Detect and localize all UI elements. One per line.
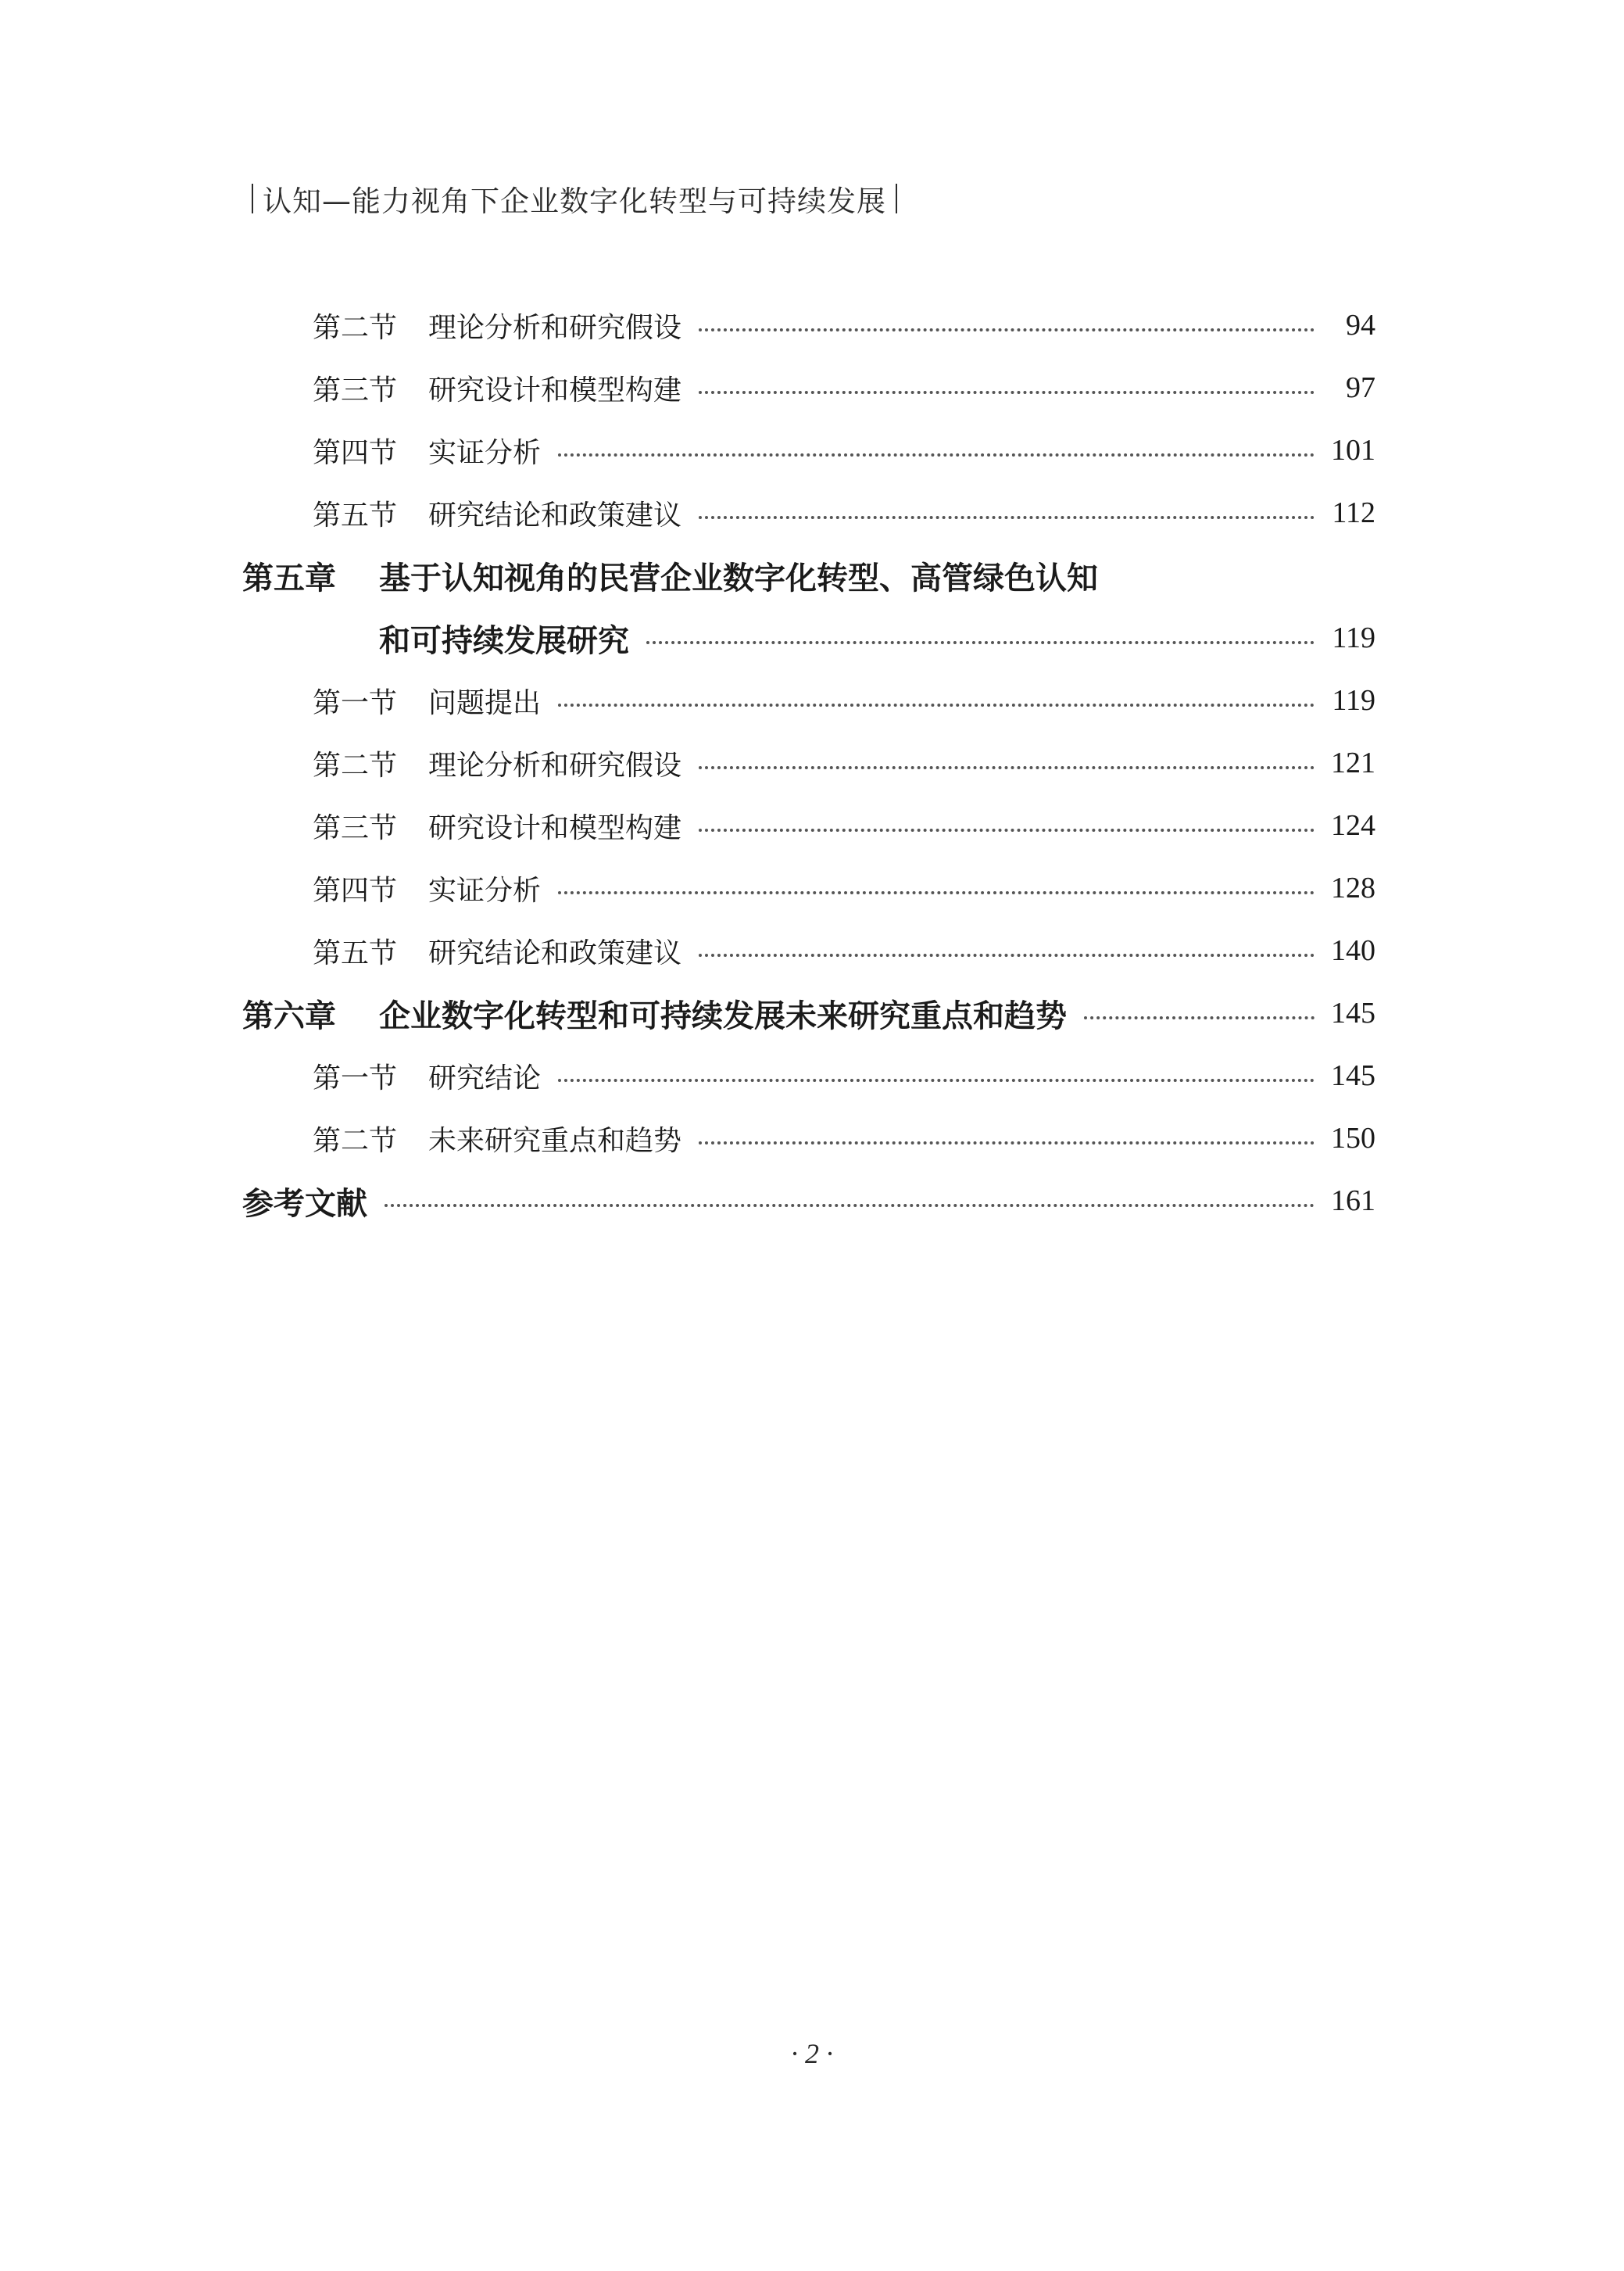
toc-entry-number: 第六章: [242, 997, 336, 1034]
toc-chapter-row[interactable]: [242, 1170, 1375, 1232]
toc-entry-title: 实证分析: [428, 436, 542, 469]
running-header: [252, 177, 897, 220]
dot-leader: [699, 391, 1315, 394]
toc-section-row[interactable]: [242, 857, 1375, 919]
toc-section-row[interactable]: [242, 482, 1375, 544]
header-right-bar: [896, 184, 897, 213]
toc-entry-title: 问题提出: [428, 686, 542, 719]
toc-entry-page: 97: [1346, 371, 1375, 404]
toc-section-row[interactable]: [242, 294, 1375, 356]
toc-entry-number: 第四节: [313, 874, 398, 907]
toc-entry-number: 第一节: [313, 1062, 398, 1094]
toc-entry-page: 145: [1331, 1059, 1375, 1092]
toc-entry-page: 128: [1331, 872, 1375, 904]
toc-chapter-row[interactable]: [242, 982, 1375, 1044]
dot-leader: [699, 328, 1315, 331]
toc-section-row[interactable]: [242, 669, 1375, 732]
toc-section-row[interactable]: [242, 356, 1375, 419]
toc-entry-number: 第二节: [313, 749, 398, 782]
page-number: · 2 ·: [791, 2038, 833, 2069]
toc-entry-number: 第二节: [313, 311, 398, 344]
toc-entry-title: 基于认知视角的民营企业数字化转型、高管绿色认知: [379, 559, 1098, 596]
dot-leader: [699, 829, 1315, 832]
toc-section-row[interactable]: [242, 919, 1375, 982]
toc-section-row[interactable]: [242, 732, 1375, 794]
toc-entry-page: 119: [1332, 621, 1375, 654]
table-of-contents: [242, 294, 1375, 1232]
toc-entry-title: 研究设计和模型构建: [428, 811, 682, 844]
toc-entry-title: 研究结论: [428, 1062, 542, 1094]
toc-entry-page: 119: [1332, 684, 1375, 717]
toc-section-row[interactable]: [242, 419, 1375, 482]
toc-entry-title: 研究结论和政策建议: [428, 937, 682, 969]
dot-leader: [699, 766, 1315, 769]
toc-entry-title: 和可持续发展研究: [379, 621, 629, 659]
running-title: 认知—能力视角下企业数字化转型与可持续发展: [263, 184, 886, 218]
toc-entry-title: 参考文献: [242, 1184, 367, 1222]
toc-entry-page: 94: [1346, 309, 1375, 342]
toc-entry-page: 112: [1332, 496, 1375, 529]
toc-section-row[interactable]: [242, 1044, 1375, 1107]
toc-entry-number: 第三节: [313, 811, 398, 844]
toc-entry-page: 124: [1331, 809, 1375, 842]
toc-entry-number: 第五节: [313, 499, 398, 532]
toc-entry-title: 企业数字化转型和可持续发展未来研究重点和趋势: [379, 997, 1067, 1034]
toc-entry-page: 101: [1331, 434, 1375, 467]
dot-leader: [1084, 1016, 1315, 1019]
dot-leader: [558, 1079, 1315, 1082]
dot-leader: [558, 704, 1315, 707]
dot-leader: [558, 891, 1315, 894]
dot-leader: [699, 1141, 1315, 1144]
toc-entry-page: 150: [1331, 1122, 1375, 1155]
toc-entry-title: 理论分析和研究假设: [428, 311, 682, 344]
toc-chapter-row[interactable]: [242, 544, 1375, 607]
toc-entry-page: 140: [1331, 934, 1375, 967]
toc-section-row[interactable]: [242, 794, 1375, 857]
toc-entry-page: 161: [1331, 1184, 1375, 1217]
dot-leader: [646, 641, 1315, 644]
toc-entry-number: 第五章: [242, 559, 336, 596]
toc-entry-number: 第二节: [313, 1124, 398, 1157]
toc-entry-number: 第一节: [313, 686, 398, 719]
header-left-bar: [252, 184, 253, 213]
toc-section-row[interactable]: [242, 1107, 1375, 1170]
toc-entry-title: 未来研究重点和趋势: [428, 1124, 682, 1157]
dot-leader: [699, 516, 1315, 519]
toc-entry-title: 研究设计和模型构建: [428, 374, 682, 407]
toc-chapter-row[interactable]: [242, 607, 1375, 669]
toc-entry-number: 第四节: [313, 436, 398, 469]
toc-entry-title: 理论分析和研究假设: [428, 749, 682, 782]
dot-leader: [385, 1204, 1315, 1207]
toc-entry-number: 第五节: [313, 937, 398, 969]
toc-entry-page: 145: [1331, 997, 1375, 1030]
toc-entry-title: 研究结论和政策建议: [428, 499, 682, 532]
dot-leader: [558, 453, 1315, 457]
toc-entry-number: 第三节: [313, 374, 398, 407]
toc-entry-title: 实证分析: [428, 874, 542, 907]
toc-entry-page: 121: [1331, 747, 1375, 779]
dot-leader: [699, 954, 1315, 957]
